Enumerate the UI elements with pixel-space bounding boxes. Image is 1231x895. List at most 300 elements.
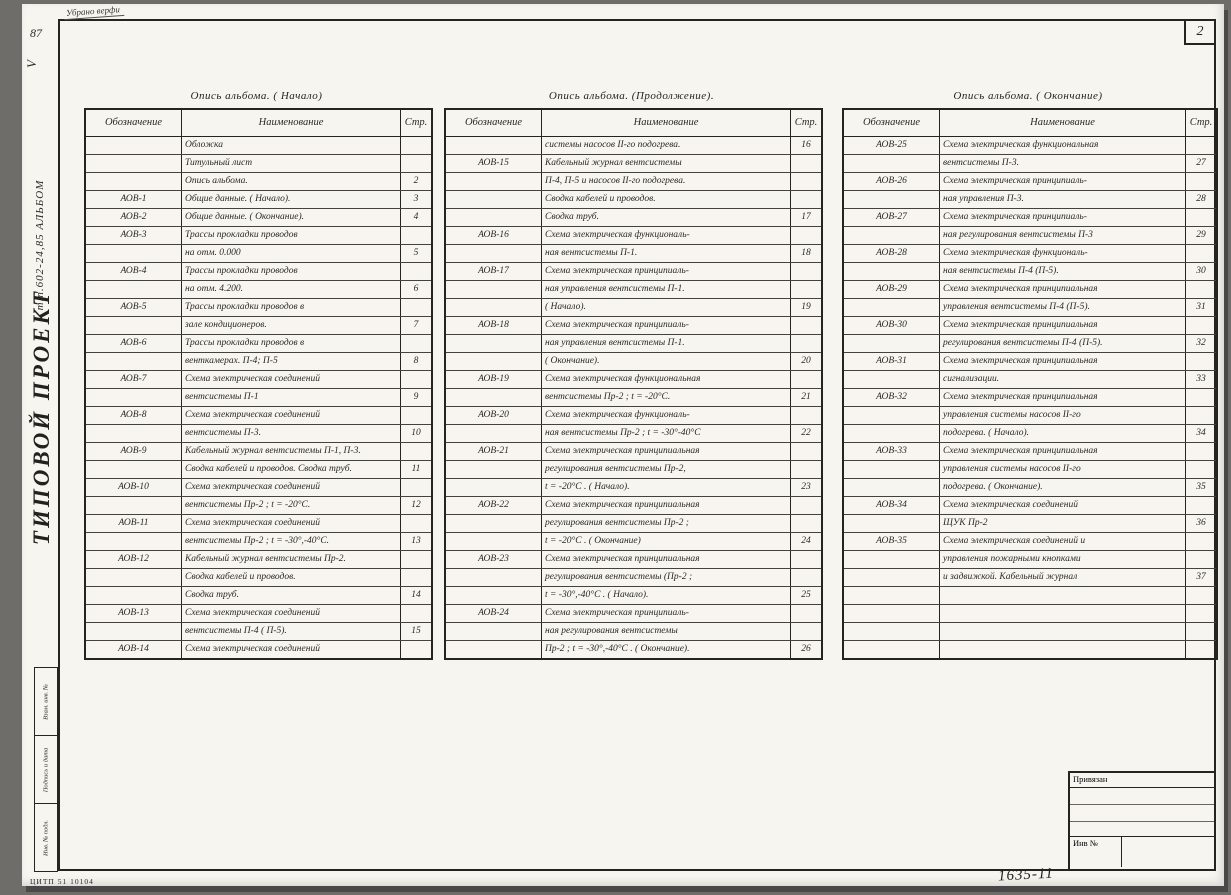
designation-cell: АОВ-30	[844, 317, 940, 334]
table-row	[446, 407, 821, 425]
name-cell: Общие данные. ( Начало).	[182, 191, 401, 208]
column-header: Обозначение	[86, 110, 182, 136]
name-cell: ная вентсистемы П-4 (П-5).	[940, 263, 1186, 280]
album-number: 87	[30, 26, 42, 40]
album-index-table-end	[842, 108, 1218, 660]
column-header: Стр.	[794, 117, 818, 128]
name-cell: венткамерах. П-4; П-5	[182, 353, 401, 370]
designation-cell: АОВ-1	[86, 191, 182, 208]
page-cell	[791, 317, 821, 334]
designation-cell: АОВ-14	[86, 641, 182, 658]
name-cell: управления системы насосов II-го	[940, 461, 1186, 478]
table-row	[844, 281, 1216, 299]
table-row	[446, 623, 821, 641]
table-row	[86, 533, 431, 551]
name-cell: ЩУК Пр-2	[940, 515, 1186, 532]
table-row	[86, 191, 431, 209]
designation-cell: АОВ-10	[86, 479, 182, 496]
table-row	[844, 479, 1216, 497]
name-cell: Трассы прокладки проводов	[182, 263, 401, 280]
name-cell: Схема электрическая принципиальная	[940, 317, 1186, 334]
designation-cell	[844, 605, 940, 622]
sheet-page-number: 2	[1184, 19, 1216, 45]
table-row	[844, 173, 1216, 191]
page-cell: 17	[801, 212, 811, 222]
table-title-start: Опись альбома. ( Начало)	[190, 90, 323, 102]
page-cell	[401, 227, 431, 244]
margin-stamp-label: Инв. № подл.	[42, 819, 50, 856]
page-cell	[791, 461, 821, 478]
page-cell: 31	[1196, 302, 1206, 312]
page-cell	[791, 551, 821, 568]
page-cell	[1186, 281, 1216, 298]
table-row	[844, 209, 1216, 227]
table-row	[86, 335, 431, 353]
name-cell: Кабельный журнал вентсистемы	[542, 155, 791, 172]
name-cell: зале кондиционеров.	[182, 317, 401, 334]
document-number: 1635-11	[997, 865, 1055, 885]
designation-cell	[86, 137, 182, 154]
table-row	[844, 137, 1216, 155]
designation-cell: АОВ-17	[446, 263, 542, 280]
name-cell: t = -20°C . ( Окончание)	[542, 533, 791, 550]
name-cell: ная вентсистемы П-1.	[542, 245, 791, 262]
designation-cell: АОВ-16	[446, 227, 542, 244]
stamp-inventory-value	[1122, 837, 1214, 867]
page-cell: 30	[1196, 266, 1206, 276]
designation-cell	[86, 245, 182, 262]
name-cell: Пр-2 ; t = -30°,-40°C . ( Окончание).	[542, 641, 791, 658]
designation-cell	[86, 533, 182, 550]
table-row	[446, 317, 821, 335]
page-cell	[791, 569, 821, 586]
name-cell: Схема электрическая соединений	[940, 497, 1186, 514]
designation-cell: АОВ-4	[86, 263, 182, 280]
designation-cell	[446, 461, 542, 478]
designation-cell: АОВ-27	[844, 209, 940, 226]
name-cell: Схема электрическая принципиальная	[542, 497, 791, 514]
table-row	[844, 641, 1216, 658]
page-cell	[791, 263, 821, 280]
name-cell: Сводка кабелей и проводов.	[182, 569, 401, 586]
designation-cell	[844, 335, 940, 352]
margin-stamp-label: Взам. инв. №	[42, 683, 50, 720]
table-row	[86, 641, 431, 658]
designation-cell	[446, 281, 542, 298]
designation-cell: АОВ-26	[844, 173, 940, 190]
page-cell	[1186, 245, 1216, 262]
name-cell: t = -20°C . ( Начало).	[542, 479, 791, 496]
name-cell: Схема электрическая принципиальная	[940, 443, 1186, 460]
page-cell: 33	[1196, 374, 1206, 384]
designation-cell: АОВ-6	[86, 335, 182, 352]
table-row	[86, 425, 431, 443]
page-cell: 35	[1196, 482, 1206, 492]
margin-stamp-cell	[35, 668, 57, 736]
table-row	[446, 497, 821, 515]
name-cell: вентсистемы Пр-2 ; t = -30°,-40°C.	[182, 533, 401, 550]
table-row	[86, 209, 431, 227]
table-row	[446, 137, 821, 155]
designation-cell: АОВ-32	[844, 389, 940, 406]
page-cell: 18	[801, 248, 811, 258]
designation-cell: АОВ-13	[86, 605, 182, 622]
name-cell: Сводка труб.	[542, 209, 791, 226]
table-row	[844, 587, 1216, 605]
name-cell: управления системы насосов II-го	[940, 407, 1186, 424]
margin-stamp-cell	[35, 736, 57, 804]
page-cell: 16	[801, 140, 811, 150]
designation-cell	[844, 569, 940, 586]
left-margin-strip	[22, 4, 58, 886]
margin-stamp-block	[34, 667, 58, 872]
designation-cell	[86, 317, 182, 334]
name-cell: подогрева. ( Окончание).	[940, 479, 1186, 496]
table-row	[446, 587, 821, 605]
table-row	[446, 209, 821, 227]
page-cell: 7	[413, 320, 419, 330]
page-cell	[791, 335, 821, 352]
designation-cell	[86, 281, 182, 298]
table-row	[844, 569, 1216, 587]
table-row	[446, 443, 821, 461]
name-cell: Трассы прокладки проводов в	[182, 299, 401, 316]
designation-cell	[446, 533, 542, 550]
margin-stamp-cell	[35, 804, 57, 871]
table-row	[844, 443, 1216, 461]
page-cell	[401, 479, 431, 496]
table-row	[446, 533, 821, 551]
page-cell	[1186, 551, 1216, 568]
designation-cell	[844, 299, 940, 316]
name-cell: ная управления П-3.	[940, 191, 1186, 208]
table-row	[86, 569, 431, 587]
table-row	[86, 389, 431, 407]
page-cell: 13	[411, 536, 421, 546]
designation-cell: АОВ-9	[86, 443, 182, 460]
name-cell: Схема электрическая соединений и	[940, 533, 1186, 550]
page-cell: 9	[413, 392, 419, 402]
designation-cell	[844, 425, 940, 442]
page-cell: 24	[801, 536, 811, 546]
name-cell: регулирования вентсистемы (Пр-2 ;	[542, 569, 791, 586]
page-cell	[1186, 173, 1216, 190]
name-cell: П-4, П-5 и насосов II-го подогрева.	[542, 173, 791, 190]
designation-cell: АОВ-5	[86, 299, 182, 316]
name-cell: Кабельный журнал вентсистемы П-1, П-3.	[182, 443, 401, 460]
table-row	[844, 389, 1216, 407]
name-cell: Обложка	[182, 137, 401, 154]
table-row	[446, 335, 821, 353]
table-header-row	[446, 110, 821, 137]
page-cell: 15	[411, 626, 421, 636]
page-cell	[401, 263, 431, 280]
designation-cell	[844, 641, 940, 658]
name-cell: вентсистемы П-4 ( П-5).	[182, 623, 401, 640]
page-cell	[1186, 353, 1216, 370]
name-cell: ( Окончание).	[542, 353, 791, 370]
page-cell	[1186, 461, 1216, 478]
table-row	[446, 425, 821, 443]
page-cell	[401, 605, 431, 622]
page-cell	[401, 641, 431, 658]
name-cell: вентсистемы Пр-2 ; t = -20°C.	[542, 389, 791, 406]
table-row	[446, 371, 821, 389]
page-cell	[1186, 533, 1216, 550]
table-row	[446, 515, 821, 533]
page-cell: 20	[801, 356, 811, 366]
designation-cell	[86, 587, 182, 604]
page-cell: 5	[413, 248, 419, 258]
name-cell: Схема электрическая принципиальная	[542, 551, 791, 568]
table-row	[446, 227, 821, 245]
designation-cell	[446, 425, 542, 442]
table-row	[844, 245, 1216, 263]
designation-cell	[844, 407, 940, 424]
name-cell: Кабельный журнал вентсистемы Пр-2.	[182, 551, 401, 568]
designation-cell	[844, 263, 940, 280]
table-row	[844, 155, 1216, 173]
designation-cell: АОВ-20	[446, 407, 542, 424]
designation-cell: АОВ-31	[844, 353, 940, 370]
table-row	[446, 263, 821, 281]
table-row	[86, 227, 431, 245]
page-cell: 27	[1196, 158, 1206, 168]
print-shop-code: ЦИТП 51 10104	[30, 877, 94, 886]
designation-cell	[86, 497, 182, 514]
designation-cell: АОВ-2	[86, 209, 182, 226]
name-cell: Схема электрическая принципиальная	[542, 443, 791, 460]
name-cell: Схема электрическая соединений	[182, 605, 401, 622]
name-cell: Сводка кабелей и проводов.	[542, 191, 791, 208]
page-cell	[1186, 209, 1216, 226]
name-cell: ная управления вентсистемы П-1.	[542, 335, 791, 352]
page-cell	[401, 299, 431, 316]
table-row	[844, 533, 1216, 551]
column-header: Наименование	[940, 110, 1186, 136]
page-cell: 34	[1196, 428, 1206, 438]
table-row	[86, 515, 431, 533]
table-row	[86, 137, 431, 155]
table-row	[844, 263, 1216, 281]
designation-cell: АОВ-24	[446, 605, 542, 622]
page-cell: 32	[1196, 338, 1206, 348]
designation-cell: АОВ-35	[844, 533, 940, 550]
table-row	[86, 623, 431, 641]
name-cell: Титульный лист	[182, 155, 401, 172]
table-row	[86, 407, 431, 425]
page-cell: 36	[1196, 518, 1206, 528]
name-cell: Схема электрическая принципиаль-	[940, 209, 1186, 226]
name-cell: Схема электрическая соединений	[182, 641, 401, 658]
designation-cell: АОВ-22	[446, 497, 542, 514]
page-cell	[791, 605, 821, 622]
page-cell: 21	[801, 392, 811, 402]
stamp-bottom-section	[1070, 837, 1214, 867]
name-cell: Схема электрическая функциональная	[542, 371, 791, 388]
page-cell: 22	[801, 428, 811, 438]
name-cell: ная вентсистемы Пр-2 ; t = -30°-40°C	[542, 425, 791, 442]
name-cell: ная управления вентсистемы П-1.	[542, 281, 791, 298]
designation-cell	[86, 623, 182, 640]
page-cell: 29	[1196, 230, 1206, 240]
name-cell: регулирования вентсистемы Пр-2 ;	[542, 515, 791, 532]
designation-cell	[446, 335, 542, 352]
name-cell	[940, 641, 1186, 658]
album-volume: V	[23, 60, 39, 68]
table-header-row	[86, 110, 431, 137]
page-cell	[791, 173, 821, 190]
table-row	[844, 335, 1216, 353]
designation-cell: АОВ-18	[446, 317, 542, 334]
designation-cell	[844, 587, 940, 604]
designation-cell: АОВ-7	[86, 371, 182, 388]
page-cell	[1186, 623, 1216, 640]
name-cell: на отм. 0.000	[182, 245, 401, 262]
column-header: Обозначение	[844, 110, 940, 136]
designation-cell	[844, 461, 940, 478]
page-cell	[791, 497, 821, 514]
column-header: Стр.	[404, 117, 428, 128]
page-cell	[791, 407, 821, 424]
table-row	[446, 299, 821, 317]
table-row	[446, 173, 821, 191]
table-row	[446, 245, 821, 263]
designation-cell: АОВ-29	[844, 281, 940, 298]
designation-cell	[446, 245, 542, 262]
designation-cell	[446, 587, 542, 604]
page-cell	[791, 191, 821, 208]
page-cell	[401, 155, 431, 172]
name-cell: и задвижкой. Кабельный журнал	[940, 569, 1186, 586]
name-cell: ( Начало).	[542, 299, 791, 316]
designation-cell	[446, 137, 542, 154]
table-row	[86, 299, 431, 317]
name-cell: регулирования вентсистемы Пр-2,	[542, 461, 791, 478]
name-cell: Схема электрическая принципиаль-	[542, 605, 791, 622]
name-cell: Схема электрическая функциональ-	[542, 407, 791, 424]
page-cell	[1186, 443, 1216, 460]
designation-cell	[86, 155, 182, 172]
designation-cell	[844, 155, 940, 172]
page-cell: 12	[411, 500, 421, 510]
page-cell	[1186, 317, 1216, 334]
page-cell: 19	[801, 302, 811, 312]
page-cell	[791, 281, 821, 298]
designation-cell: АОВ-15	[446, 155, 542, 172]
table-row	[86, 371, 431, 389]
name-cell: управления пожарными кнопками	[940, 551, 1186, 568]
name-cell: Трассы прокладки проводов в	[182, 335, 401, 352]
page-cell: 10	[411, 428, 421, 438]
name-cell: Схема электрическая принципиальная	[940, 389, 1186, 406]
table-row	[86, 461, 431, 479]
table-row	[86, 281, 431, 299]
name-cell: Общие данные. ( Окончание).	[182, 209, 401, 226]
page-cell	[401, 407, 431, 424]
designation-cell	[86, 569, 182, 586]
designation-cell: АОВ-28	[844, 245, 940, 262]
designation-cell	[844, 371, 940, 388]
designation-cell	[446, 173, 542, 190]
name-cell: регулирования вентсистемы П-4 (П-5).	[940, 335, 1186, 352]
stamp-inventory-label: Инв №	[1070, 837, 1122, 867]
table-row	[844, 299, 1216, 317]
margin-stamp-label: Подпись и дата	[42, 747, 50, 792]
page-cell	[791, 227, 821, 244]
page-cell	[401, 551, 431, 568]
table-row	[844, 605, 1216, 623]
designation-cell	[446, 191, 542, 208]
column-header: Обозначение	[446, 110, 542, 136]
designation-cell	[446, 389, 542, 406]
stamp-middle-section	[1070, 788, 1214, 837]
name-cell	[940, 587, 1186, 604]
page-cell: 4	[413, 212, 419, 222]
page-cell: 23	[801, 482, 811, 492]
page-cell	[791, 371, 821, 388]
page-cell: 14	[411, 590, 421, 600]
table-row	[844, 425, 1216, 443]
designation-cell: АОВ-33	[844, 443, 940, 460]
page-cell	[1186, 641, 1216, 658]
stamp-rule	[1070, 805, 1214, 822]
page-cell	[401, 515, 431, 532]
name-cell: системы насосов II-го подогрева.	[542, 137, 791, 154]
handwritten-note: Убрано верфи	[64, 4, 125, 20]
table-row	[446, 641, 821, 658]
table-row	[446, 605, 821, 623]
table-row	[446, 191, 821, 209]
name-cell: Схема электрическая соединений	[182, 371, 401, 388]
table-row	[86, 497, 431, 515]
stamp-linked-label: Привязан	[1070, 773, 1214, 788]
designation-cell: АОВ-8	[86, 407, 182, 424]
table-row	[844, 317, 1216, 335]
designation-cell	[446, 299, 542, 316]
name-cell: вентсистемы П-3.	[182, 425, 401, 442]
table-row	[844, 227, 1216, 245]
page-cell	[401, 569, 431, 586]
table-row	[844, 407, 1216, 425]
page-cell	[1186, 497, 1216, 514]
stamp-rule	[1070, 788, 1214, 805]
designation-cell	[446, 353, 542, 370]
name-cell: Схема электрическая функциональ-	[940, 245, 1186, 262]
designation-cell	[86, 461, 182, 478]
table-row	[446, 155, 821, 173]
table-row	[446, 551, 821, 569]
designation-cell	[844, 191, 940, 208]
designation-cell	[844, 551, 940, 568]
table-row	[844, 623, 1216, 641]
name-cell: Схема электрическая функциональ-	[542, 227, 791, 244]
table-row	[844, 551, 1216, 569]
page-cell	[1186, 587, 1216, 604]
designation-cell	[446, 569, 542, 586]
page-cell	[791, 623, 821, 640]
project-series: т.п.602-24,85 АЛЬБОМ	[34, 179, 46, 311]
name-cell: Схема электрическая соединений	[182, 515, 401, 532]
designation-cell	[86, 353, 182, 370]
table-row	[86, 263, 431, 281]
designation-cell: АОВ-23	[446, 551, 542, 568]
designation-cell	[446, 479, 542, 496]
table-title-end: Опись альбома. ( Окончание)	[953, 90, 1103, 102]
designation-cell	[86, 425, 182, 442]
name-cell: на отм. 4.200.	[182, 281, 401, 298]
page-cell	[1186, 137, 1216, 154]
